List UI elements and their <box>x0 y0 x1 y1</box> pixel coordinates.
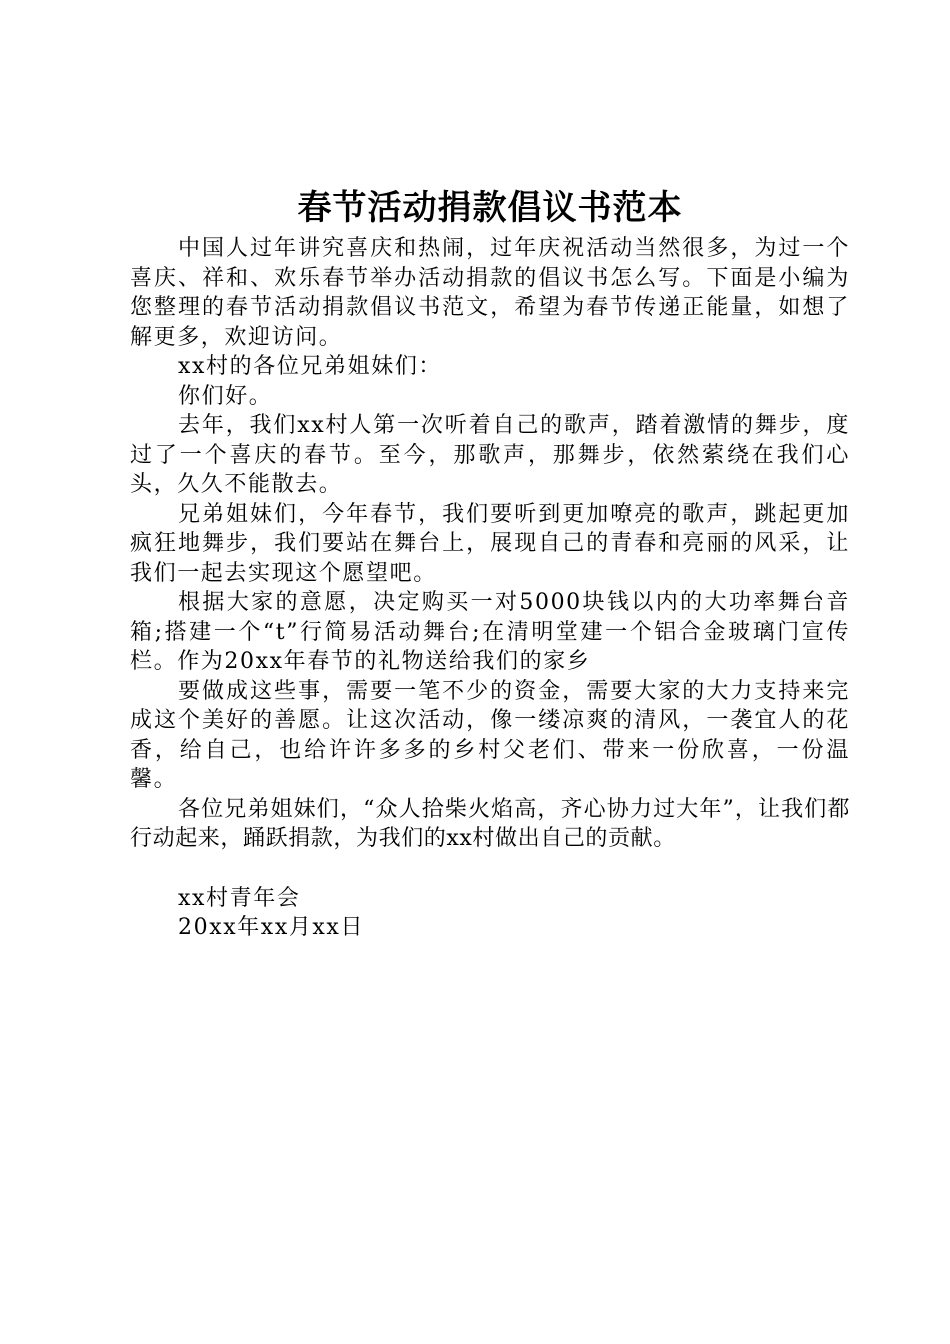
signature: xx村青年会 <box>178 885 301 911</box>
body-paragraph-plan: 根据大家的意愿，决定购买一对5000块钱以内的大功率舞台音箱;搭建一个“t”行简易活动舞台;在清明堂建一个铝合金玻璃门宣传栏。作为20xx年春节的礼物送给我们的家乡 <box>130 590 850 674</box>
body-paragraph-last-year: 去年，我们xx村人第一次听着自己的歌声，踏着激情的舞步，度过了一个喜庆的春节。至今，那歌声，那舞步，依然萦绕在我们心头，久久不能散去。 <box>130 413 850 497</box>
document-page <box>130 184 850 943</box>
body-paragraph-this-year: 兄弟姐妹们，今年春节，我们要听到更加嘹亮的歌声，跳起更加疯狂地舞步，我们要站在舞台上，展现自己的青春和亮丽的风采，让我们一起去实现这个愿望吧。 <box>130 501 850 586</box>
intro-paragraph: 中国人过年讲究喜庆和热闹，过年庆祝活动当然很多，为过一个喜庆、祥和、欢乐春节举办活动捐款的倡议书怎么写。下面是小编为您整理的春节活动捐款倡议书范文，希望为春节传递正能量，如想了解更多，欢迎访问。 <box>130 236 850 350</box>
body-paragraph-call-to-action: 各位兄弟姐妹们，“众人拾柴火焰高，齐心协力过大年”，让我们都行动起来，踊跃捐款，为我们的xx村做出自己的贡献。 <box>130 796 850 851</box>
date: 20xx年xx月xx日 <box>178 915 365 940</box>
spacer <box>130 854 850 884</box>
greeting: 你们好。 <box>178 383 273 409</box>
document-title: 春节活动捐款倡议书范本 <box>297 188 683 228</box>
body-paragraph-funds: 要做成这些事，需要一笔不少的资金，需要大家的大力支持来完成这个美好的善愿。让这次活动，像一缕凉爽的清风，一袭宜人的花香，给自己，也给许许多多的乡村父老们、带来一份欣喜，一份温馨。 <box>130 678 850 792</box>
salutation: xx村的各位兄弟姐妹们： <box>178 354 443 379</box>
